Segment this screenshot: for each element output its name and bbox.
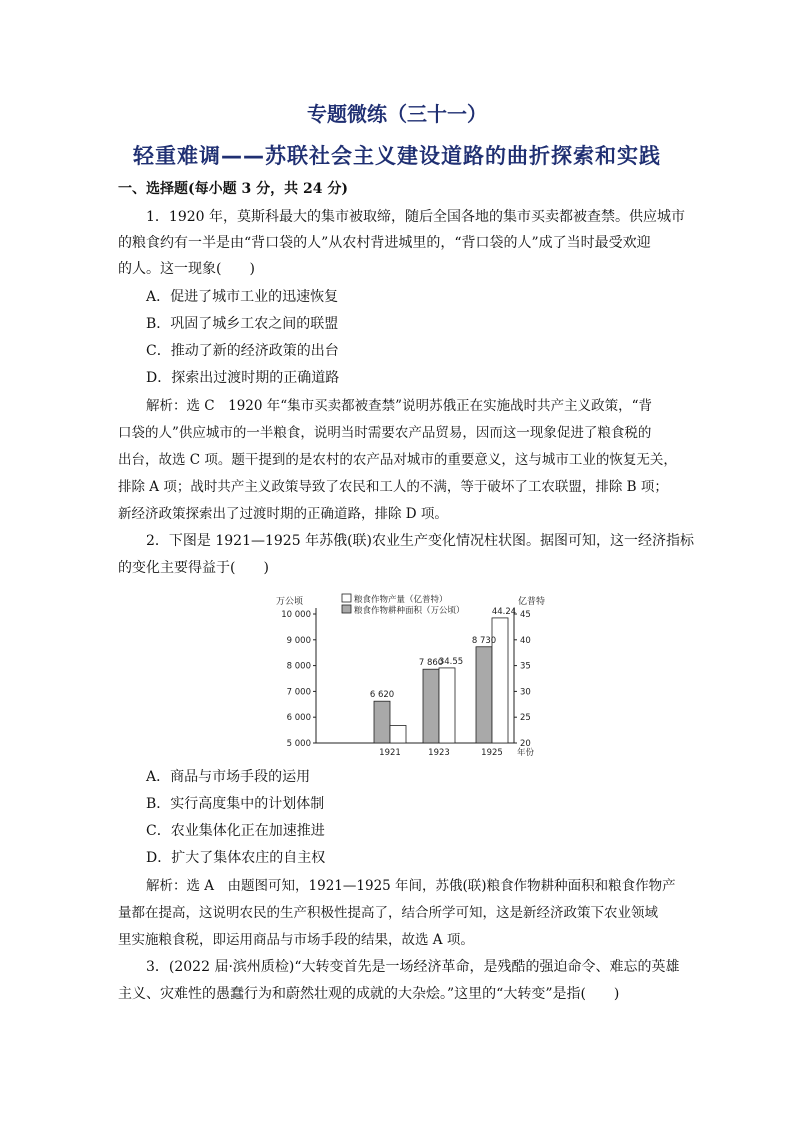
q2-option-b: B．实行高度集中的计划体制 xyxy=(146,796,325,812)
q1-line: 的粮食约有一半是由“背口袋的人”从农村背进城里的，“背口袋的人”成了当时最受欢迎 xyxy=(118,235,651,251)
q1-analysis-line: 新经济政策探索出了过渡时期的正确道路，排除 D 项。 xyxy=(118,506,448,522)
page-subtitle: 轻重难调——苏联社会主义建设道路的曲折探索和实践 xyxy=(133,144,661,168)
right-tick-label: 25 xyxy=(520,713,531,724)
q1-option-a: A．促进了城市工业的迅速恢复 xyxy=(146,289,339,305)
section-heading: 一、选择题(每小题 3 分，共 24 分) xyxy=(118,181,348,197)
left-tick-label: 10 000 xyxy=(281,610,311,620)
category-label: 1921 xyxy=(379,748,401,758)
legend-swatch xyxy=(342,594,351,602)
q1-option-c: C．推动了新的经济政策的出台 xyxy=(146,343,339,359)
legend-label: 粮食作物耕种面积（万公顷） xyxy=(354,606,465,616)
bar-area-1923 xyxy=(423,669,439,743)
bar-area-1925 xyxy=(476,647,492,743)
q2-line: 的变化主要得益于( ) xyxy=(118,560,269,576)
q1-analysis-line: 排除 A 项；战时共产主义政策导致了农民和工人的不满，等于破坏了工农联盟，排除 B 项； xyxy=(118,479,668,495)
left-tick-label: 7 000 xyxy=(286,687,311,698)
data-label-area: 8 730 xyxy=(471,635,497,646)
right-tick-label: 45 xyxy=(520,610,531,620)
q1-option-d: D．探索出过渡时期的正确道路 xyxy=(146,370,340,386)
bar-chart xyxy=(270,590,570,760)
bar-output-1923 xyxy=(439,668,455,743)
q2-option-a: A．商品与市场手段的运用 xyxy=(146,769,311,785)
bar-area-1921 xyxy=(374,701,390,743)
left-tick-label: 8 000 xyxy=(286,661,311,672)
q1-line: 的人。这一现象( ) xyxy=(118,261,255,277)
q3-line: 3．(2022 届·滨州质检)“大转变首先是一场经济革命，是残酷的强迫命令、难忘的英雄 xyxy=(146,959,680,975)
q1-analysis-line: 口袋的人”供应城市的一半粮食，说明当时需要农产品贸易，因而这一现象促进了粮食税的 xyxy=(118,425,652,441)
bar-output-1921 xyxy=(390,725,406,743)
q1-line: 1．1920 年，莫斯科最大的集市被取缔，随后全国各地的集市买卖都被查禁。供应城市 xyxy=(146,209,685,225)
left-axis-label: 万公顷 xyxy=(276,597,304,607)
right-tick-label: 40 xyxy=(520,635,531,646)
q2-option-d: D．扩大了集体农庄的自主权 xyxy=(146,850,326,866)
q1-analysis-line: 解析：选 C 1920 年“集市买卖都被查禁”说明苏俄正在实施战时共产主义政策，“背 xyxy=(146,398,652,414)
q1-analysis-line: 出台，故选 C 项。题干提到的是农村的农产品对城市的重要意义，这与城市工业的恢复无关， xyxy=(118,452,677,468)
q2-line: 2．下图是 1921—1925 年苏俄(联)农业生产变化情况柱状图。据图可知，这一经济指标 xyxy=(146,533,694,549)
data-label-output: 34.55 xyxy=(438,656,464,667)
right-tick-label: 20 xyxy=(520,739,531,749)
left-tick-label: 5 000 xyxy=(286,739,311,749)
category-label: 1923 xyxy=(428,748,450,758)
data-label-area: 7 860 xyxy=(418,658,444,669)
left-tick-label: 9 000 xyxy=(286,635,311,646)
q2-analysis-line: 量都在提高，这说明农民的生产积极性提高了，结合所学可知，这是新经济政策下农业领域 xyxy=(118,905,658,921)
q2-analysis-line: 解析：选 A 由题图可知，1921—1925 年间，苏俄(联)粮食作物耕种面积和粮食作物产 xyxy=(146,878,676,894)
legend-label: 粮食作物产量（亿普特） xyxy=(354,595,448,605)
x-axis-label: 年份 xyxy=(517,748,535,758)
right-axis-label: 亿普特 xyxy=(518,597,546,607)
left-tick-label: 6 000 xyxy=(286,713,311,724)
data-label-output: 44.24 xyxy=(491,606,517,617)
q3-line: 主义、灾难性的愚蠢行为和蔚然壮观的成就的大杂烩。”这里的“大转变”是指( ) xyxy=(118,986,620,1002)
page-title: 专题微练（三十一） xyxy=(307,102,487,126)
category-label: 1925 xyxy=(481,748,503,758)
q2-analysis-line: 里实施粮食税，即运用商品与市场手段的结果，故选 A 项。 xyxy=(118,932,474,948)
q1-option-b: B．巩固了城乡工农之间的联盟 xyxy=(146,316,339,332)
legend-swatch xyxy=(342,605,351,613)
right-tick-label: 35 xyxy=(520,661,531,672)
right-tick-label: 30 xyxy=(520,687,531,698)
q2-option-c: C．农业集体化正在加速推进 xyxy=(146,823,325,839)
data-label-area: 6 620 xyxy=(369,690,395,701)
